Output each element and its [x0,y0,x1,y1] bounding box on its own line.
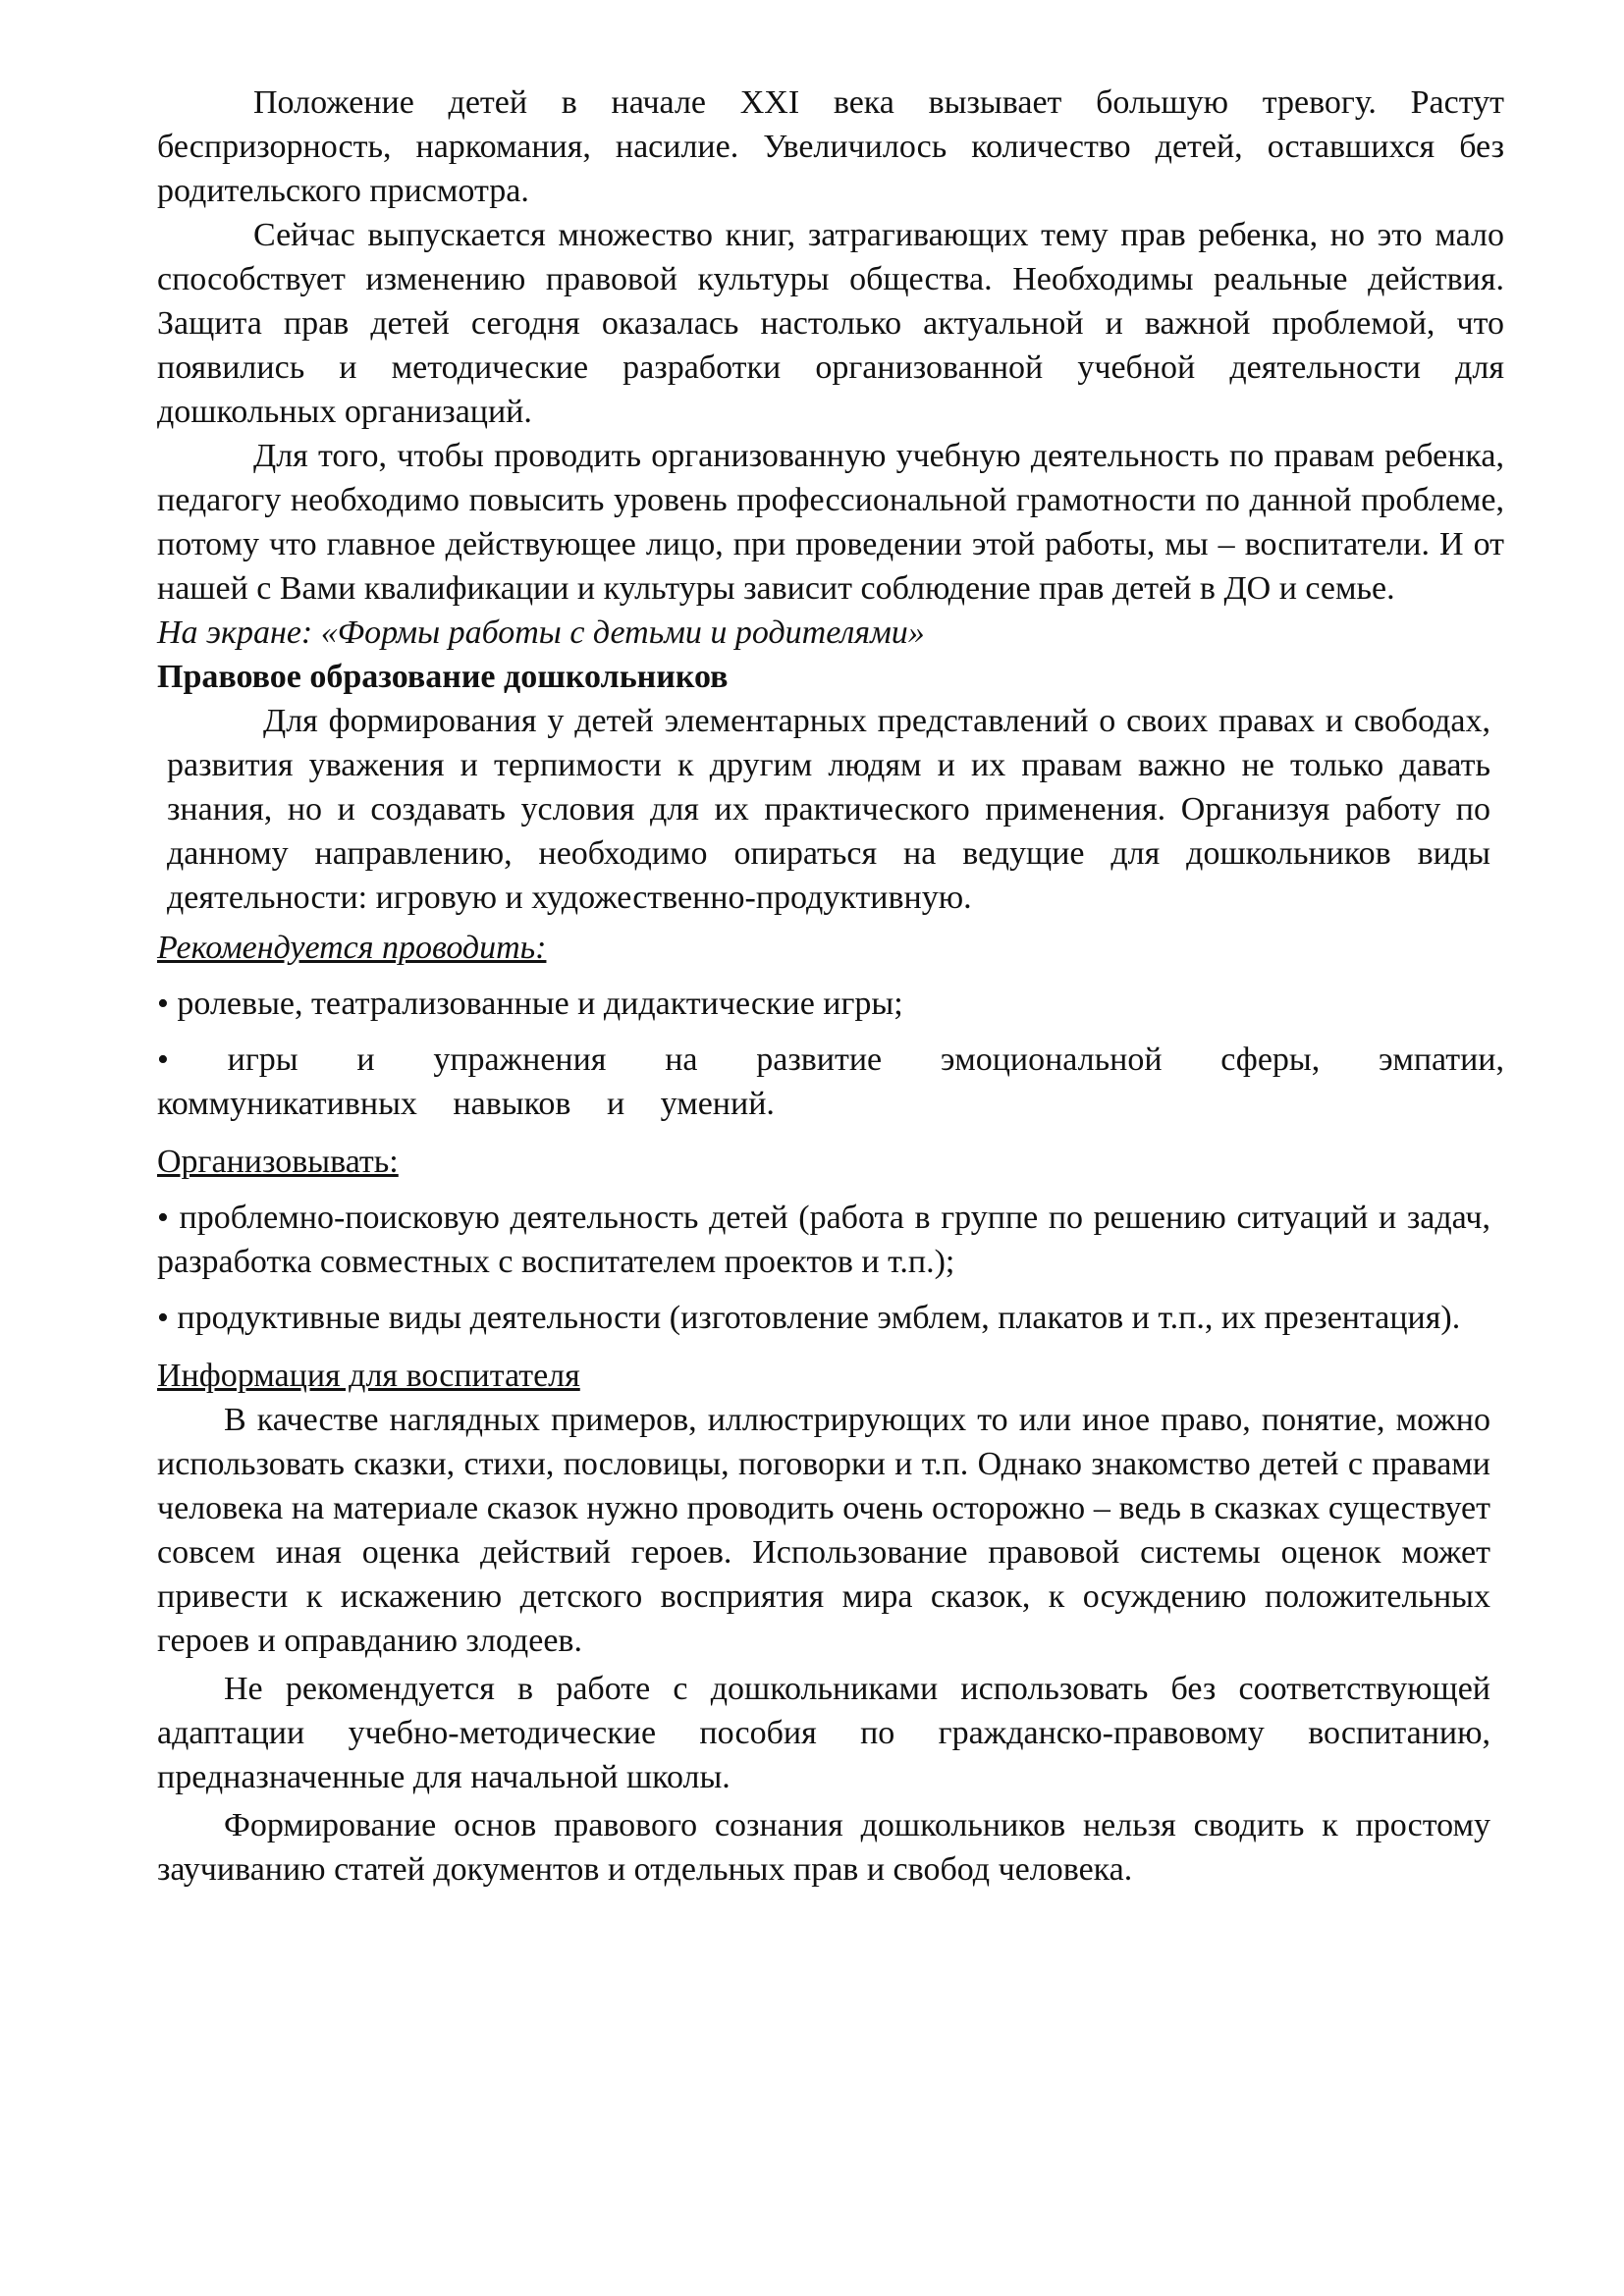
info-paragraph-3: Формирование основ правового сознания дошкольников нельзя сводить к простому заучиванию статей документов и отдельных прав и свобод человека. [157,1807,1490,1888]
info-paragraph-2: Не рекомендуется в работе с дошкольниками использовать без соответствующей адаптации учебно-методические пособия по гражданско-правовому воспитанию, предназначенные для начальной школы. [157,1671,1490,1795]
info-paragraph-1: В качестве наглядных примеров, иллюстрирующих то или иное право, понятие, можно использовать сказки, стихи, пословицы, поговорки и т.п. Однако знакомство детей с правами человека на материале сказок нужно проводить очень осторожно – ведь в сказках существует совсем иная оценка действий героев. Использование правовой системы оценок может привести к искажению детского восприятия мира сказок, к осуждению положительных героев и оправданию злодеев. [157,1402,1490,1659]
info-heading: Информация для воспитателя [157,1358,580,1394]
organize-item-2: • продуктивные виды деятельности (изготовление эмблем, плакатов и т.п., их презентация). [157,1300,1461,1336]
section-paragraph: Для формирования у детей элементарных представлений о своих правах и свободах, развития уважения и терпимости к другим людям и их правам важно не только давать знания, но и создавать условия для их практического применения. Организуя работу по данному направлению, необходимо опираться на ведущие для дошкольников виды деятельности: игровую и художественно-продуктивную. [167,703,1490,916]
organize-item-1: • проблемно-поисковую деятельность детей (работа в группе по решению ситуаций и задач, разработка совместных с воспитателем проектов и т.п.); [157,1200,1490,1280]
recommended-item-1: • ролевые, театрализованные и дидактические игры; [157,986,903,1022]
organize-heading: Организовывать: [157,1144,399,1180]
section-title: Правовое образование дошкольников [157,659,729,695]
intro-paragraph-3: Для того, чтобы проводить организованную учебную деятельность по правам ребенка, педагогу необходимо повысить уровень профессиональной грамотности по данной проблеме, потому что главное действующее лицо, при проведении этой работы, мы – воспитатели. И от нашей с Вами квалификации и культуры зависит соблюдение прав детей в ДО и семье. [157,438,1504,607]
document-page [157,80,1504,1892]
screen-note: На экране: «Формы работы с детьми и родителями» [157,614,925,651]
recommended-item-2: • игры и упражнения на развитие эмоциональной сферы, эмпатии, коммуникативных навыков и умений. [157,1041,1504,1122]
recommended-heading: Рекомендуется проводить: [157,930,547,966]
intro-paragraph-2: Сейчас выпускается множество книг, затрагивающих тему прав ребенка, но это мало способствует изменению правовой культуры общества. Необходимы реальные действия. Защита прав детей сегодня оказалась настолько актуальной и важной проблемой, что появились и методические разработки организованной учебной деятельности для дошкольных организаций. [157,217,1504,430]
intro-paragraph-1: Положение детей в начале XXI века вызывает большую тревогу. Растут беспризорность, наркомания, насилие. Увеличилось количество детей, оставшихся без родительского присмотра. [157,84,1504,209]
